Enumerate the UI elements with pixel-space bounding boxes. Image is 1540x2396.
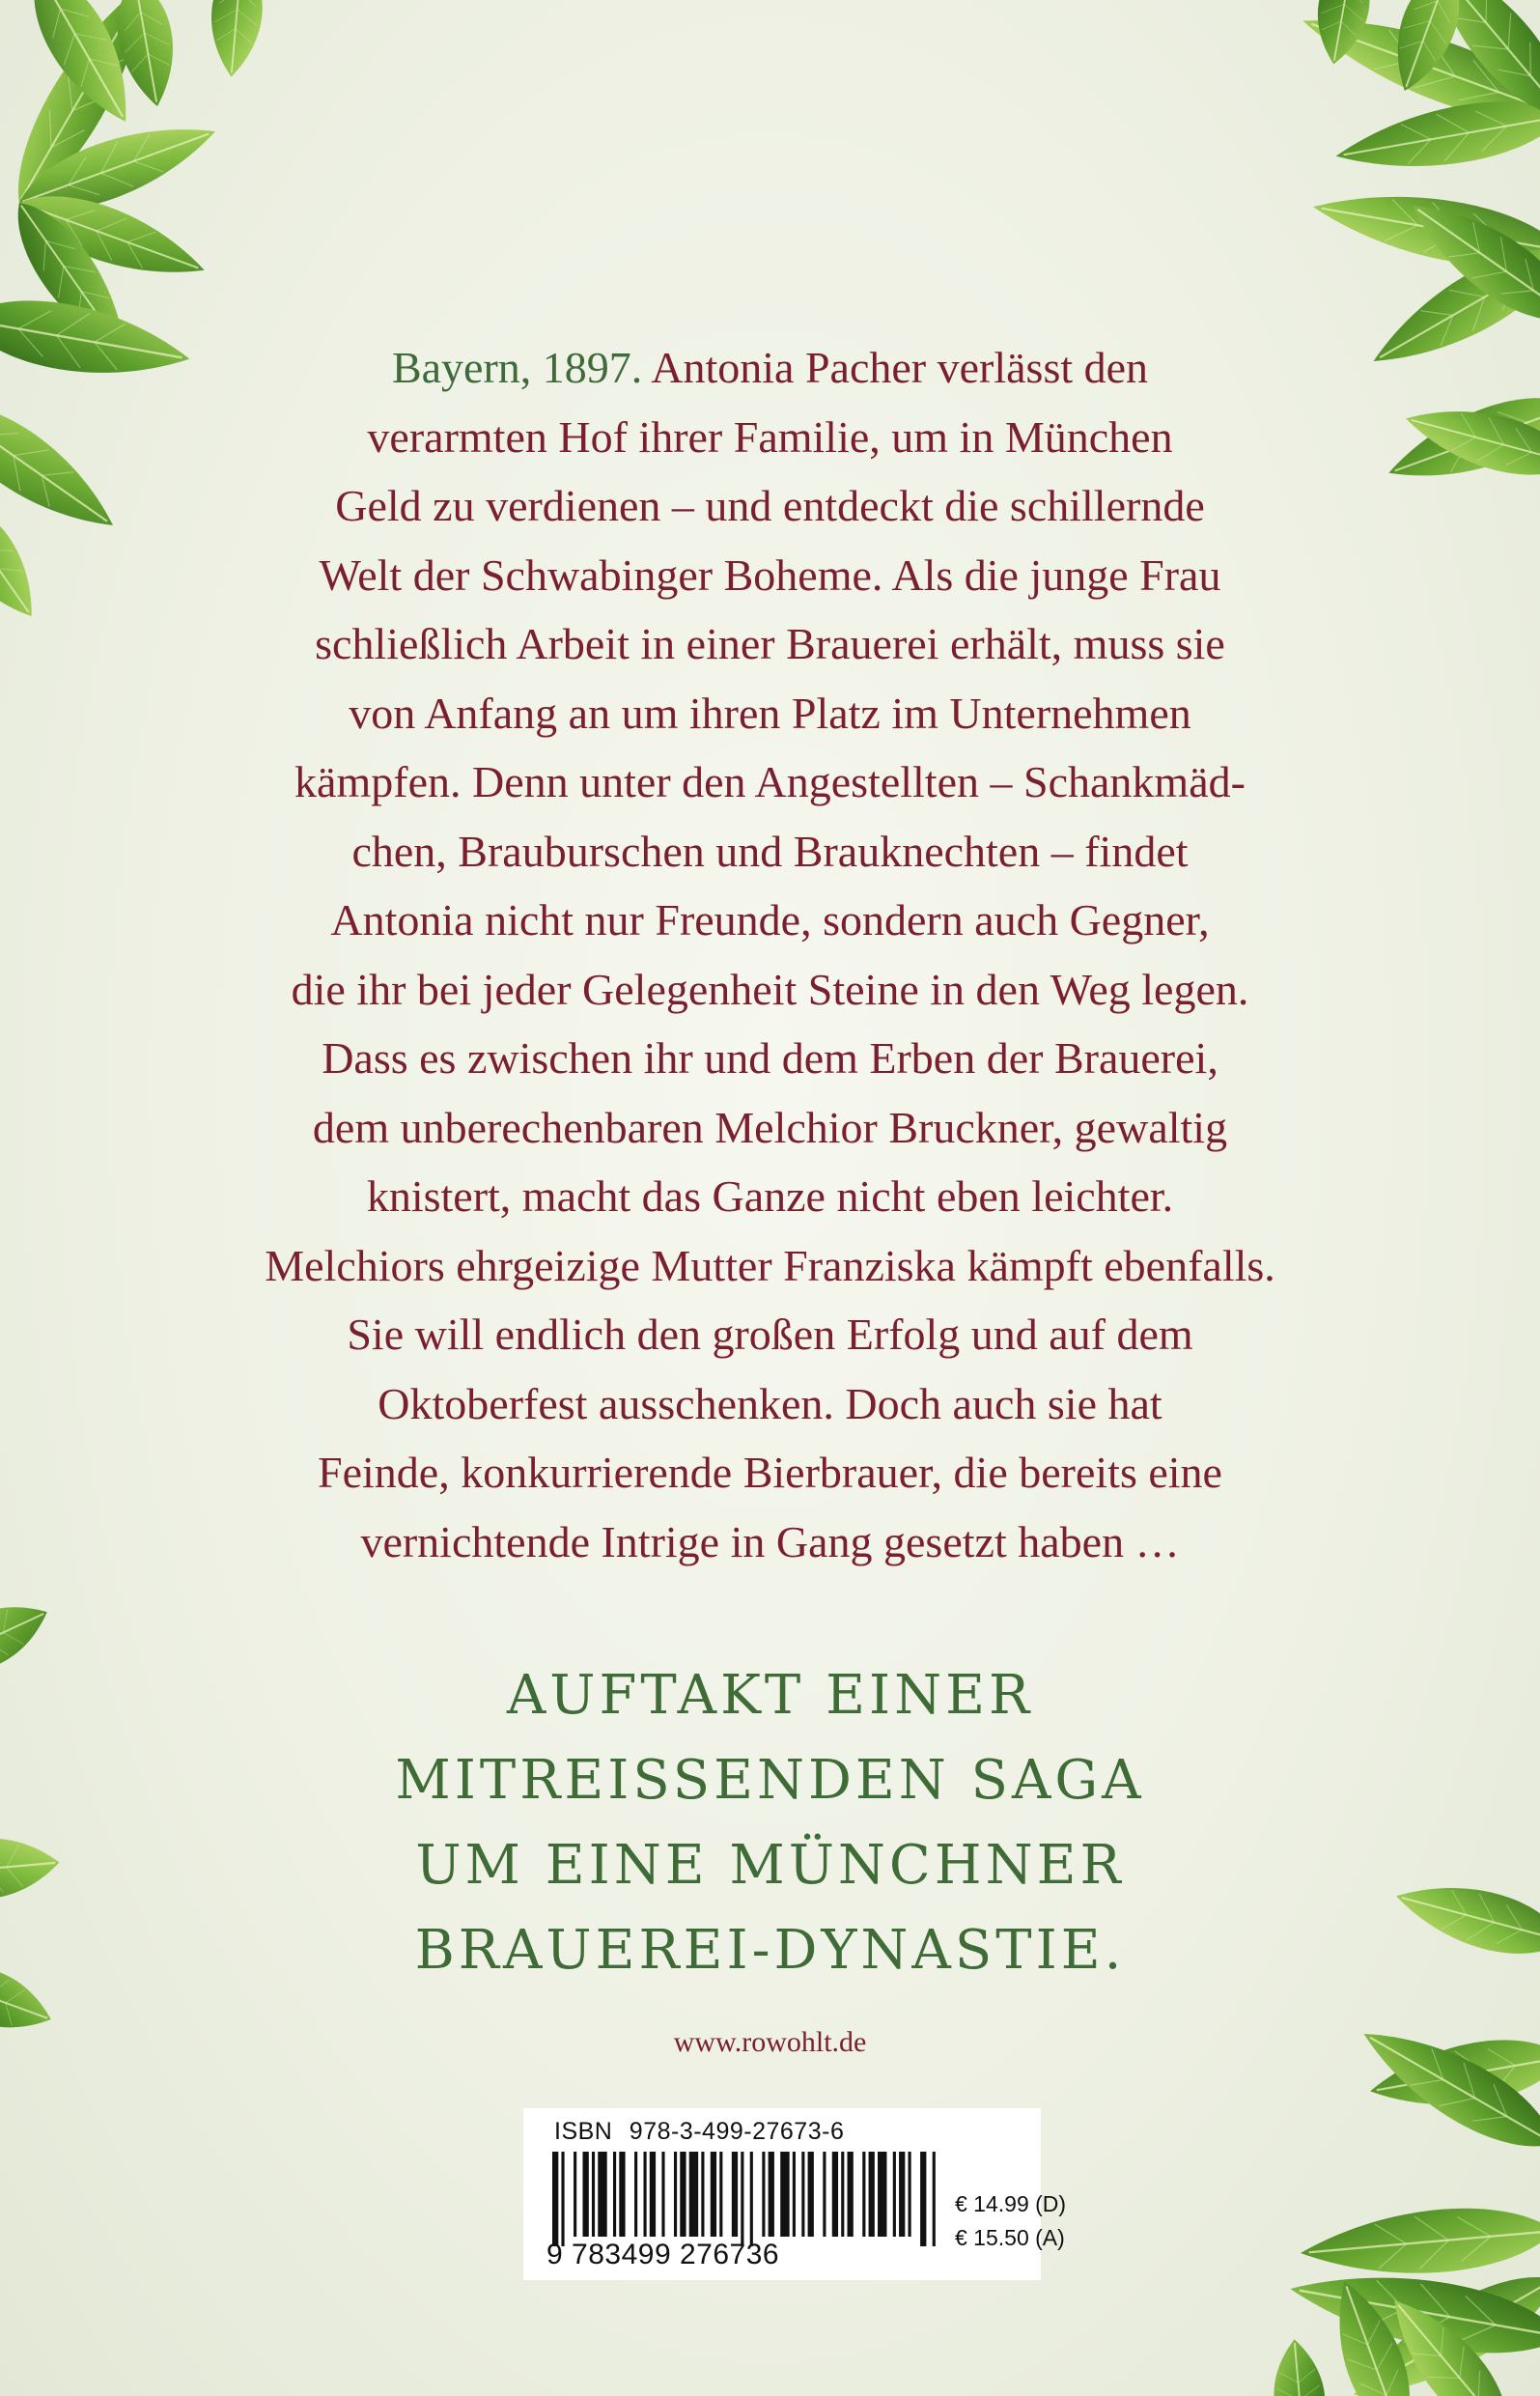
barcode-bar [661, 2152, 664, 2237]
barcode-bar [793, 2152, 796, 2237]
barcode-bar [643, 2152, 646, 2237]
description-line: Dass es zwischen ihr und dem Erben der Brauerei, [322, 1033, 1218, 1083]
barcode-bar [920, 2152, 926, 2246]
barcode-bar [552, 2152, 558, 2246]
barcode-bar [701, 2152, 704, 2237]
description-line: Oktoberfest ausschenken. Doch auch sie hat [378, 1378, 1162, 1428]
barcode-bar [762, 2152, 765, 2237]
description-line: Welt der Schwabinger Boheme. Als die junge Frau [319, 550, 1221, 600]
barcode-bar [769, 2152, 774, 2237]
description-line: schließlich Arbeit in einer Brauerei erhält, muss sie [315, 619, 1225, 668]
description-line: die ihr bei jeder Gelegenheit Steine in den Weg legen. [291, 964, 1249, 1014]
barcode-bar [689, 2152, 698, 2237]
barcode-bar [893, 2152, 896, 2237]
description-line-1 [174, 333, 1366, 403]
barcode-bar [848, 2152, 854, 2237]
barcode-bar [732, 2152, 738, 2237]
barcode-bar [634, 2152, 637, 2237]
barcode-bar [862, 2152, 865, 2237]
description-line: Melchiors ehrgeizige Mutter Franziska kämpft ebenfalls. [265, 1240, 1275, 1290]
description-line: Geld zu verdienen – und entdeckt die schillernde [335, 481, 1205, 530]
barcode-bar [574, 2152, 576, 2237]
price-germany: € 14.99 (D) [955, 2191, 1067, 2216]
barcode-bar [583, 2152, 589, 2237]
barcode-bar [598, 2152, 606, 2237]
tagline-line: AUFTAKT EINER [506, 1664, 1034, 1727]
barcode-bar [711, 2152, 716, 2237]
barcode-bar [823, 2152, 826, 2237]
book-description [174, 333, 1366, 1576]
description-line: von Anfang an um ihren Platz im Unternehmen [349, 688, 1191, 738]
tagline-line: UM EINE MÜNCHNER [415, 1834, 1125, 1897]
publisher-website[interactable]: www.rowohlt.de [673, 2026, 867, 2058]
barcode-bar [869, 2152, 875, 2237]
description-line: chen, Brauburschen und Brauknechten – findet [351, 826, 1189, 876]
barcode-bar [841, 2152, 844, 2237]
tagline-line: BRAUEREI-DYNASTIE. [414, 1919, 1126, 1982]
ean-digits: 9 783499 276736 [546, 2239, 780, 2270]
leaf-cluster-mid-left [0, 1588, 62, 2044]
description-line: knistert, macht das Ganze nicht eben leichter. [366, 1171, 1174, 1221]
description-line: Feinde, konkurrierende Bierbrauer, die bereits eine [318, 1448, 1222, 1497]
barcode-bar [741, 2152, 743, 2246]
barcode-bar [674, 2152, 677, 2237]
barcode-bar [801, 2152, 804, 2237]
barcode-bar [832, 2152, 838, 2237]
price-austria: € 15.50 (A) [955, 2225, 1065, 2250]
barcode-bar [899, 2152, 905, 2237]
barcode-bar [878, 2152, 886, 2237]
tagline [193, 1653, 1347, 1993]
barcode-bar [561, 2152, 564, 2246]
barcode [552, 2152, 938, 2246]
description-line: Sie will endlich den großen Erfolg und auf dem [347, 1310, 1193, 1359]
barcode-label [523, 2108, 1067, 2280]
barcode-bar [680, 2152, 686, 2237]
barcode-bar [592, 2152, 595, 2237]
barcode-bar [613, 2152, 616, 2237]
description-lead: Bayern, 1897. [391, 343, 643, 392]
description-line: verarmten Hof ihrer Familie, um in München [367, 411, 1173, 462]
barcode-bar [808, 2152, 814, 2237]
barcode-bar [750, 2152, 753, 2246]
description-line-1-text: Antonia Pacher verlässt den [642, 343, 1149, 392]
barcode-bar [780, 2152, 789, 2237]
barcode-bar [909, 2152, 911, 2237]
description-line: vernichtende Intrige in Gang gesetzt haben … [360, 1516, 1180, 1566]
description-line: dem unberechenbaren Melchior Bruckner, gewaltig [312, 1102, 1228, 1152]
barcode-bar [619, 2152, 625, 2237]
isbn-text: ISBN 978-3-499-27673-6 [554, 2118, 845, 2145]
barcode-bar [650, 2152, 656, 2237]
barcode-bar [719, 2152, 722, 2237]
barcode-bar [933, 2152, 936, 2246]
tagline-line: MITREISSENDEN SAGA [395, 1749, 1145, 1812]
description-line: Antonia nicht nur Freunde, sondern auch Gegner, [330, 895, 1210, 944]
description-line: kämpfen. Denn unter den Angestellten – Schankmäd- [294, 757, 1246, 806]
